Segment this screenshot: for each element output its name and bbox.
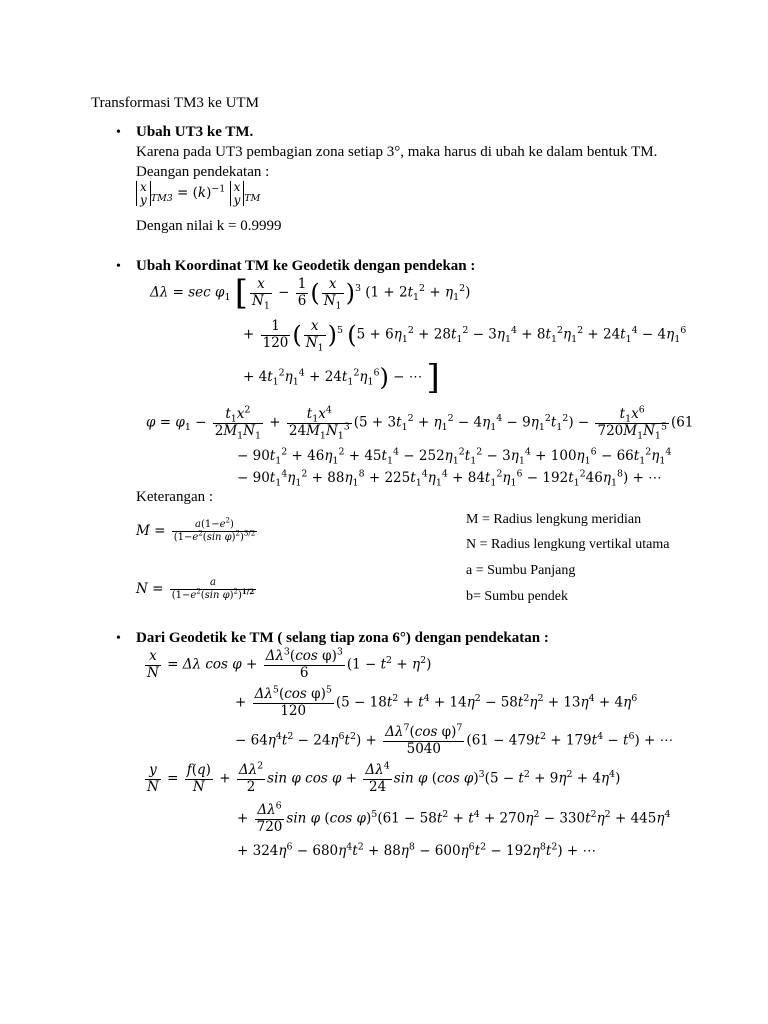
equation-y-N-line-1: $\frac{y}{N}$ = $\frac{f(q)}{N}$ + $\frac{\Delta\lambda^2}{2}$ sin φ cos φ + $\frac{\Delta\lambda^4}{24}$ sin φ (cos $\varphi)^3(5 - t^2 + 9\eta^2 + 4\eta^4)$ xyxy=(147,760,621,795)
equation-x-N-line-3: − $64\eta^4t^2 - 24\eta^6t^2$) + $\frac{\Delta\lambda^7(\cos \varphi)^7}{5040}$ $(61 - 479t^2 + 179t^4 - t^6)$ + ⋯ xyxy=(235,722,674,757)
equation-phi-line-1: $\varphi = \varphi_1$ − $\frac{t_1x^2}{2M_1N_1}$ + $\frac{t_1x^4}{24M_1N_1^3}$ $(5 + 3t_1^2 + \eta_1^2 - 4\eta_1^4 - 9\eta_1^2t_1^2)$ − $\frac{t_1x^6}{720M_1N_1^5}$ (61 xyxy=(146,404,694,442)
section-1-text-1: Karena pada UT3 pembagian zona setiap 3°, maka harus di ubah ke dalam bentuk TM. xyxy=(136,144,658,160)
equation-y-N-line-3: + $324\eta^6 - 680\eta^4t^2 + 88\eta^8 - 600\eta^6t^2 - 192\eta^8t^2$) + ⋯ xyxy=(237,841,597,859)
equation-delta-lambda-line-3: + $4t_1^2\eta_1^4 + 24t_1^2\eta_1^6$) − ⋯ ] xyxy=(243,357,440,398)
section-2-heading: Ubah Koordinat TM ke Geodetik dengan pendekan : xyxy=(136,258,476,274)
document-title: Transformasi TM3 ke UTM xyxy=(91,95,259,111)
equation-M: M = $\frac{a(1-e^2)}{(1-e^2(\sin \varphi)^2)^{3/2}}$ xyxy=(136,516,256,543)
equation-delta-lambda-line-2: + $\frac{1}{120}$ ( $\frac{x}{N_1}$ )$^5$ ($5 + 6\eta_1^2 + 28t_1^2 - 3\eta_1^4 + 8t_1^2\eta_1^2 + 24t_1^4 - 4\eta_1^6$ xyxy=(243,318,687,354)
equation-phi-line-3: − $90t_1^4\eta_1^2 + 88\eta_1^8 + 225t_1^4\eta_1^4 + 84t_1^2\eta_1^6 - 192t_1^246\eta_1^8$) + ⋯ xyxy=(237,468,662,489)
legend-M: M = Radius lengkung meridian xyxy=(466,512,642,527)
bullet-icon: • xyxy=(116,125,121,140)
section-1-text-2: Deangan pendekatan : xyxy=(136,164,270,180)
equation-x-N-line-1: $\frac{x}{N}$ = Δλ cos φ + $\frac{\Delta\lambda^3(\cos \varphi)^3}{6}$ $(1 - t^2 + \eta^2)$ xyxy=(147,646,432,681)
section-1-heading: Ubah UT3 ke TM. xyxy=(136,124,254,140)
equation-x-N-line-2: + $\frac{\Delta\lambda^5(\cos \varphi)^5}{120}$ ($5 - 18t^2 + t^4 + 14\eta^2 - 58t^2\eta^2 + 13\eta^4 + 4\eta^6$ xyxy=(235,684,638,719)
equation-phi-line-2: − $90t_1^2 + 46\eta_1^2 + 45t_1^4 - 252\eta_1^2t_1^2 - 3\eta_1^4 + 100\eta_1^6 - 66t_1^2\eta_1^4$ xyxy=(237,446,672,467)
section-1-text-3: Dengan nilai k = 0.9999 xyxy=(136,218,282,234)
equation-delta-lambda-line-1: $\Delta\lambda = \sec \varphi_1$ [ $\frac{x}{N_1}$ − $\frac{1}{6}$ ( $\frac{x}{N_1}$ )$^3$ $(1 + 2t_1^2 + \eta_1^2)$ xyxy=(150,273,471,313)
section-3-heading: Dari Geodetik ke TM ( selang tiap zona 6°) dengan pendekatan : xyxy=(136,630,549,646)
equation-y-N-line-2: + $\frac{\Delta\lambda^6}{720}$ sin φ (cos $\varphi)^5(61 - 58t^2 + t^4 + 270\eta^2 - 330t^2\eta^2 + 445\eta^4$ xyxy=(237,800,671,835)
equation-N: N = $\frac{a}{(1-e^2(\sin \varphi)^2)^{1/2}}$ xyxy=(136,577,255,601)
legend-N: N = Radius lengkung vertikal utama xyxy=(466,537,670,552)
legend-a: a = Sumbu Panjang xyxy=(466,563,576,578)
bullet-icon: • xyxy=(116,631,121,646)
bullet-icon: • xyxy=(116,259,121,274)
equation-tm3-tm: x y $_{TM3} = (k)^{-1}$ x y $_{TM}$ xyxy=(136,181,260,206)
legend-b: b= Sumbu pendek xyxy=(466,589,568,604)
keterangan-label: Keterangan : xyxy=(136,489,214,505)
